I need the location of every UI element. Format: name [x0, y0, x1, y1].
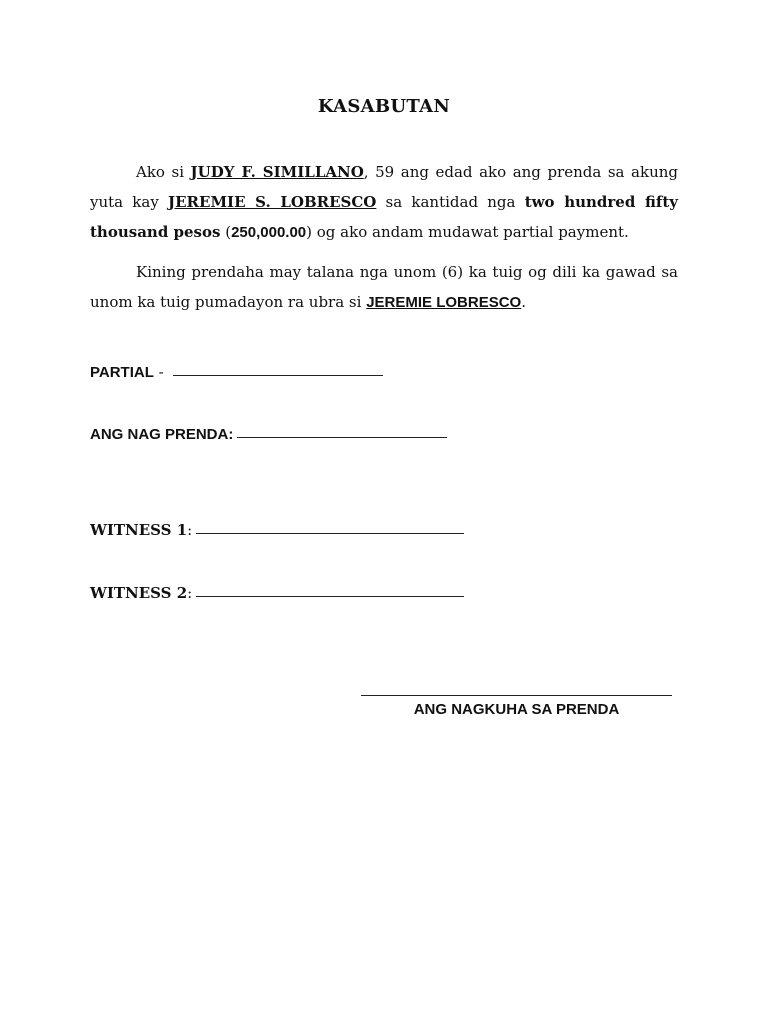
witness-1-blank-line[interactable] [196, 532, 464, 534]
witness-2-blank-line[interactable] [196, 595, 464, 597]
amount-figure: 250,000.00 [231, 224, 307, 241]
nag-prenda-blank-line[interactable] [237, 436, 447, 438]
amount-words: two hundred fifty thousand pesos [90, 193, 678, 241]
partial-separator: - [153, 363, 169, 381]
witness-2-field [90, 584, 464, 602]
signature-line[interactable] [361, 695, 672, 696]
witness-1-label: WITNESS 1 [90, 521, 188, 539]
p2-text-2: . [521, 293, 527, 311]
p1-text-4: ( [220, 223, 232, 241]
worker-name: JEREMIE LOBRESCO [366, 294, 522, 311]
recipient-name: JEREMIE S. LOBRESCO [168, 193, 377, 211]
nag-prenda-field [90, 426, 447, 443]
pledger-name: JUDY F. SIMILLANO [190, 163, 364, 181]
document-title: KASABUTAN [317, 96, 451, 117]
partial-label: PARTIAL [90, 364, 154, 381]
witness-1-colon: : [187, 521, 193, 539]
partial-field [90, 363, 383, 381]
agreement-paragraph-2 [90, 257, 678, 318]
witness-2-label: WITNESS 2 [90, 584, 188, 602]
partial-blank-line[interactable] [173, 374, 383, 376]
signature-label: ANG NAGKUHA SA PRENDA [413, 701, 620, 718]
p1-text-3: sa kantidad nga [376, 193, 525, 211]
witness-2-colon: : [187, 584, 193, 602]
p1-text-1: Ako si [136, 163, 191, 181]
agreement-paragraph-1 [90, 157, 678, 248]
p1-text-5: ) og ako andam mudawat partial payment. [306, 223, 629, 241]
witness-1-field [90, 521, 464, 539]
p1-text-2: , 59 ang edad ako ang prenda sa akung yuta kay [90, 163, 678, 211]
nag-prenda-label: ANG NAG PRENDA: [90, 426, 234, 443]
p2-text-1: Kining prendaha may talana nga unom (6) ka tuig og dili ka gawad sa unom ka tuig pumadayon ra ubra si [90, 263, 678, 311]
